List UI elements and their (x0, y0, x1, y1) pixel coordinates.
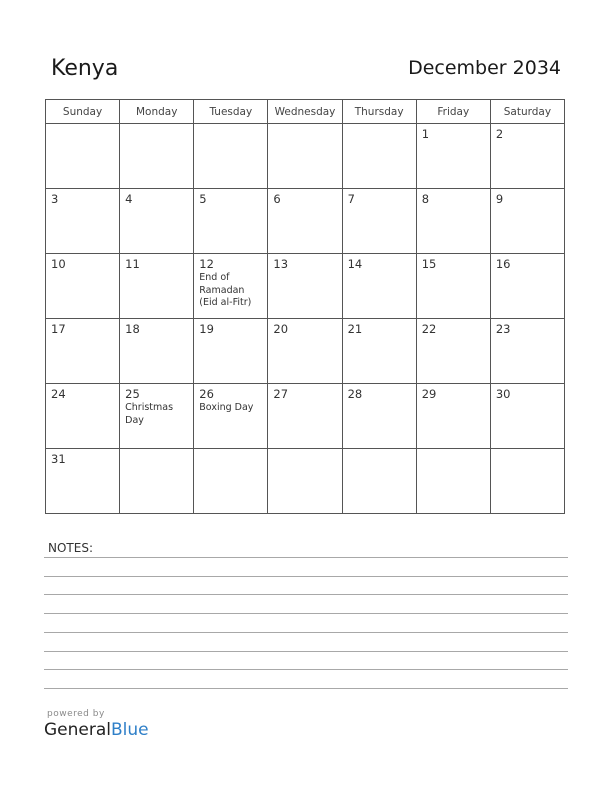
day-number: 31 (51, 452, 66, 466)
calendar-day-cell[interactable] (416, 254, 490, 319)
holiday-label-line: End of (199, 272, 230, 283)
calendar-day-cell[interactable] (490, 449, 564, 514)
calendar-day-cell[interactable] (416, 384, 490, 449)
calendar-day-cell[interactable] (342, 254, 416, 319)
holiday-label-line: Day (125, 414, 144, 426)
holiday-label-line: Boxing Day (199, 402, 254, 413)
day-number: 26 (199, 387, 214, 401)
calendar-day-cell[interactable] (46, 189, 120, 254)
day-number: 23 (495, 322, 511, 336)
holiday-label (125, 402, 188, 427)
weekday-header: Monday (120, 100, 194, 124)
generalblue-logo[interactable] (44, 720, 149, 740)
calendar-week-row (46, 384, 565, 449)
logo-blue-text: Blue (111, 720, 149, 740)
day-number: 7 (347, 192, 355, 206)
calendar-day-cell[interactable] (46, 254, 120, 319)
day-number: 27 (273, 387, 289, 401)
day-number: 29 (421, 387, 437, 401)
day-number: 20 (273, 322, 289, 336)
weekday-header: Sunday (46, 100, 120, 124)
calendar-day-cell[interactable] (120, 319, 194, 384)
calendar-day-cell[interactable] (268, 449, 342, 514)
weekday-header: Tuesday (194, 100, 268, 124)
calendar-day-cell[interactable] (268, 124, 342, 189)
day-number: 16 (495, 257, 511, 271)
day-number: 10 (51, 257, 66, 271)
day-number: 24 (51, 387, 66, 401)
notes-label: NOTES: (48, 541, 93, 555)
calendar-day-cell[interactable] (490, 124, 564, 189)
notes-line (44, 688, 568, 689)
calendar-day-cell[interactable] (120, 384, 194, 449)
calendar-day-cell[interactable] (46, 449, 120, 514)
calendar-day-cell[interactable] (268, 319, 342, 384)
notes-line (44, 632, 568, 633)
day-number: 30 (495, 387, 511, 401)
weekday-header: Thursday (342, 100, 416, 124)
day-number: 22 (421, 322, 437, 336)
calendar-day-cell[interactable] (342, 319, 416, 384)
calendar-day-cell[interactable] (194, 449, 268, 514)
calendar-day-cell[interactable] (194, 124, 268, 189)
calendar-day-cell[interactable] (46, 124, 120, 189)
calendar-day-cell[interactable] (120, 189, 194, 254)
holiday-label (199, 402, 262, 415)
calendar-day-cell[interactable] (268, 384, 342, 449)
calendar-day-cell[interactable] (342, 124, 416, 189)
calendar-day-cell[interactable] (490, 319, 564, 384)
notes-line (44, 651, 568, 652)
weekday-header: Saturday (490, 100, 564, 124)
calendar-body (46, 124, 565, 514)
calendar-week-row (46, 319, 565, 384)
holiday-label-line: Christmas (125, 402, 174, 413)
day-number: 17 (51, 322, 66, 336)
day-number: 11 (125, 257, 140, 271)
notes-line (44, 557, 568, 558)
weekday-header: Wednesday (268, 100, 342, 124)
calendar-day-cell[interactable] (120, 254, 194, 319)
day-number: 12 (199, 257, 214, 271)
day-number: 28 (347, 387, 363, 401)
calendar-day-cell[interactable] (416, 124, 490, 189)
day-number: 1 (421, 127, 430, 141)
month-year-title: December 2034 (408, 57, 561, 79)
calendar-day-cell[interactable] (120, 449, 194, 514)
calendar-day-cell[interactable] (416, 189, 490, 254)
calendar-day-cell[interactable] (194, 254, 268, 319)
calendar-day-cell[interactable] (416, 449, 490, 514)
weekday-header-row (46, 100, 565, 124)
calendar-week-row (46, 189, 565, 254)
calendar-grid (45, 99, 565, 514)
weekday-header: Friday (416, 100, 490, 124)
day-number: 19 (199, 322, 214, 336)
notes-line (44, 576, 568, 577)
calendar-day-cell[interactable] (194, 189, 268, 254)
notes-line (44, 594, 568, 595)
calendar-day-cell[interactable] (268, 189, 342, 254)
day-number: 8 (421, 192, 430, 206)
calendar-week-row (46, 449, 565, 514)
calendar-day-cell[interactable] (268, 254, 342, 319)
day-number: 2 (495, 127, 504, 141)
calendar-day-cell[interactable] (194, 384, 268, 449)
calendar-day-cell[interactable] (490, 384, 564, 449)
day-number: 5 (199, 192, 207, 206)
calendar-day-cell[interactable] (342, 384, 416, 449)
day-number: 13 (273, 257, 289, 271)
calendar-day-cell[interactable] (342, 449, 416, 514)
calendar-day-cell[interactable] (46, 319, 120, 384)
calendar-day-cell[interactable] (490, 254, 564, 319)
notes-line (44, 613, 568, 614)
day-number: 18 (125, 322, 140, 336)
calendar-day-cell[interactable] (194, 319, 268, 384)
calendar-week-row (46, 254, 565, 319)
country-title: Kenya (51, 56, 119, 81)
day-number: 15 (421, 257, 437, 271)
logo-general-text: General (44, 720, 111, 740)
day-number: 21 (347, 322, 363, 336)
day-number: 4 (125, 192, 133, 206)
calendar-day-cell[interactable] (46, 384, 120, 449)
calendar-day-cell[interactable] (342, 189, 416, 254)
powered-by-text: powered by (47, 709, 105, 719)
day-number: 6 (273, 192, 281, 206)
holiday-label-line: (Eid al-Fitr) (199, 297, 252, 308)
notes-line (44, 669, 568, 670)
calendar-day-cell[interactable] (416, 319, 490, 384)
day-number: 14 (347, 257, 363, 271)
holiday-label (199, 272, 262, 310)
calendar-day-cell[interactable] (120, 124, 194, 189)
holiday-label-line: Ramadan (199, 284, 245, 296)
day-number: 3 (51, 192, 59, 206)
calendar-week-row (46, 124, 565, 189)
calendar-day-cell[interactable] (490, 189, 564, 254)
day-number: 25 (125, 387, 140, 401)
day-number: 9 (495, 192, 504, 206)
